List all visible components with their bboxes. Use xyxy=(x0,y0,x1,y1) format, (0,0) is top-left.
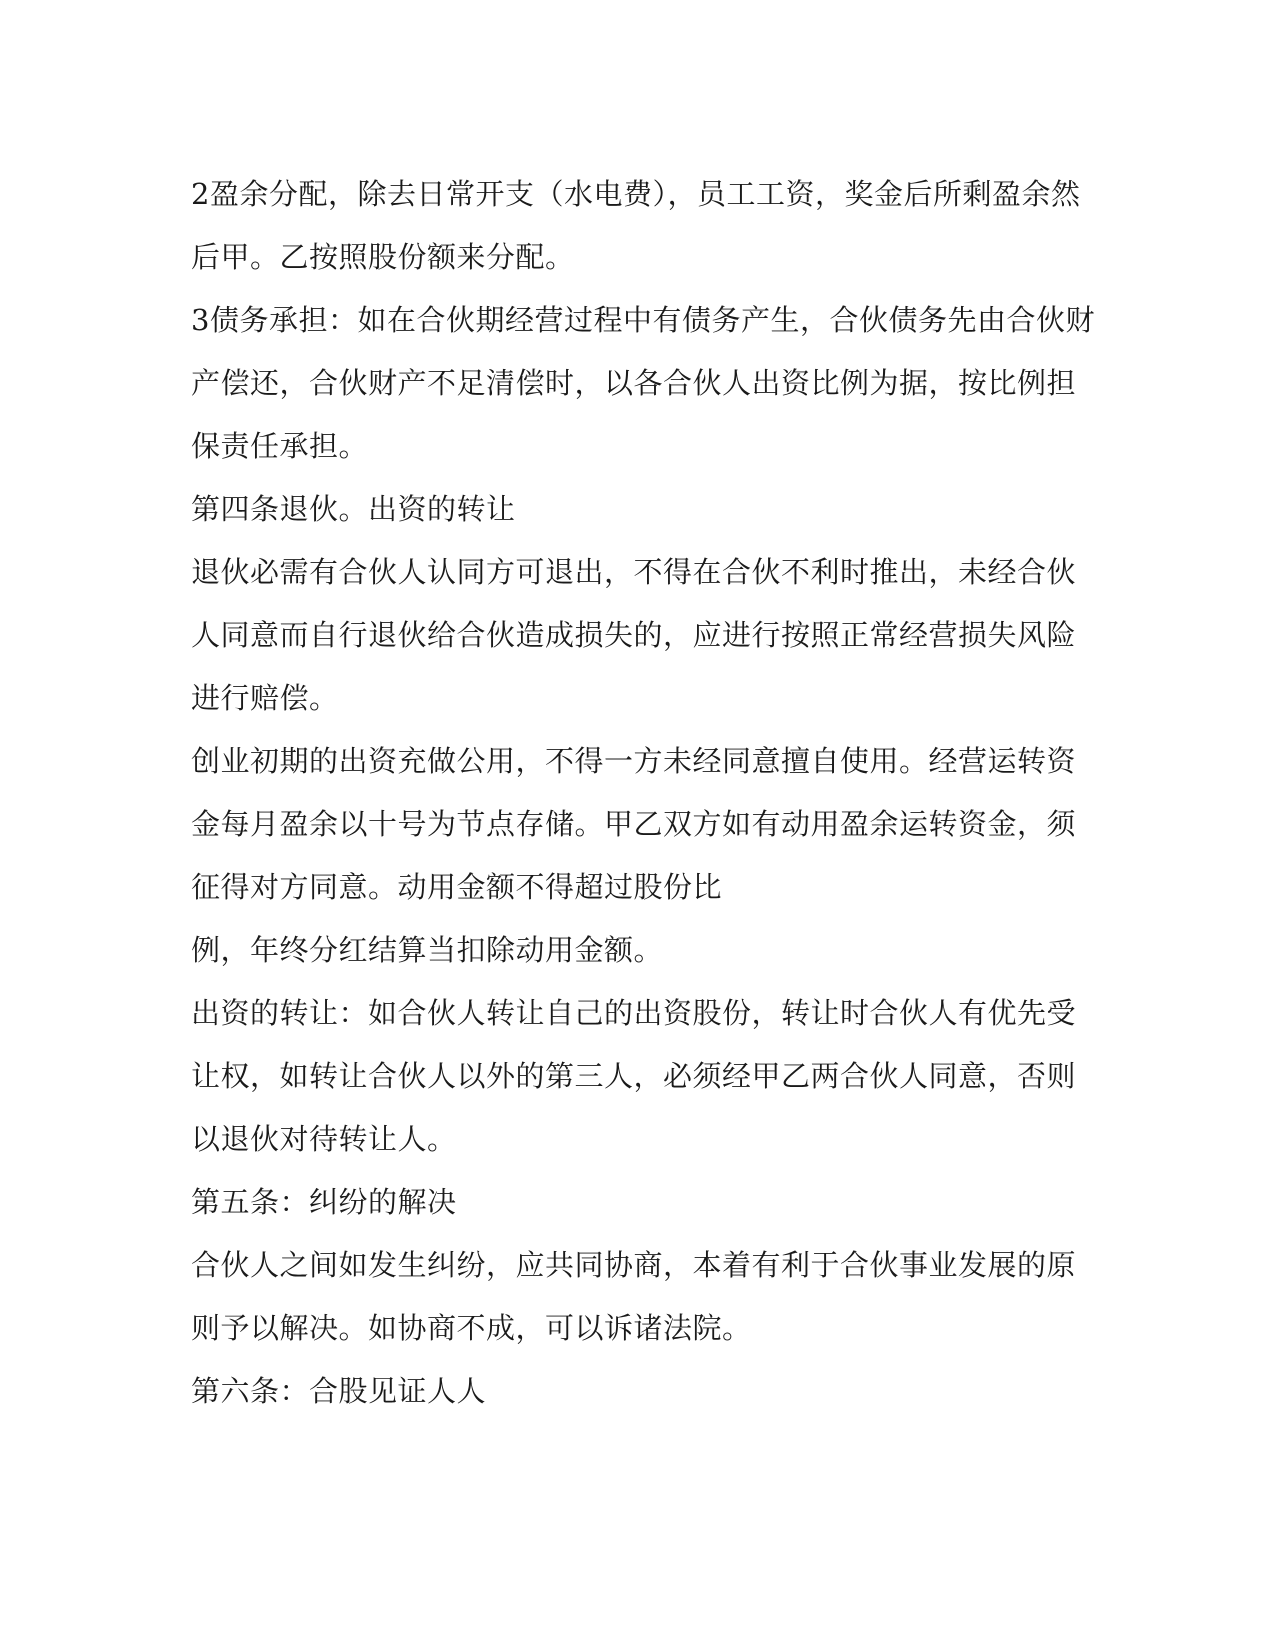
text-line: 创业初期的出资充做公用，不得一方未经同意擅自使用。经营运转资 xyxy=(191,744,1077,778)
section-heading: 第四条退伙。出资的转让 xyxy=(191,492,516,526)
text-line: 以退伙对待转让人。 xyxy=(191,1122,457,1156)
text-line: 征得对方同意。动用金额不得超过股份比 xyxy=(191,870,723,904)
text-line: 进行赔偿。 xyxy=(191,681,339,715)
text-line: 人同意而自行退伙给合伙造成损失的，应进行按照正常经营损失风险 xyxy=(191,618,1077,652)
text-line: 让权，如转让合伙人以外的第三人，必须经甲乙两合伙人同意，否则 xyxy=(191,1059,1077,1093)
section-heading: 第六条：合股见证人人 xyxy=(191,1374,487,1408)
text-line: 例，年终分红结算当扣除动用金额。 xyxy=(191,933,664,967)
text-line: 出资的转让：如合伙人转让自己的出资股份，转让时合伙人有优先受 xyxy=(191,996,1077,1030)
text-line: 后甲。乙按照股份额来分配。 xyxy=(191,240,575,274)
section-heading: 第五条：纠纷的解决 xyxy=(191,1185,457,1219)
text-line: 则予以解决。如协商不成，可以诉诸法院。 xyxy=(191,1311,752,1345)
text-line: 合伙人之间如发生纠纷，应共同协商，本着有利于合伙事业发展的原 xyxy=(191,1248,1077,1282)
text-line: 保责任承担。 xyxy=(191,429,369,463)
text-line: 金每月盈余以十号为节点存储。甲乙双方如有动用盈余运转资金，须 xyxy=(191,807,1077,841)
text-line: 产偿还，合伙财产不足清偿时，以各合伙人出资比例为据，按比例担 xyxy=(191,366,1077,400)
text-line: 3债务承担：如在合伙期经营过程中有债务产生，合伙债务先由合伙财 xyxy=(191,303,1095,337)
text-line: 2盈余分配，除去日常开支（水电费），员工工资，奖金后所剩盈余然 xyxy=(191,177,1081,211)
document-body xyxy=(191,163,1095,1423)
text-line: 退伙必需有合伙人认同方可退出，不得在合伙不利时推出，未经合伙 xyxy=(191,555,1077,589)
